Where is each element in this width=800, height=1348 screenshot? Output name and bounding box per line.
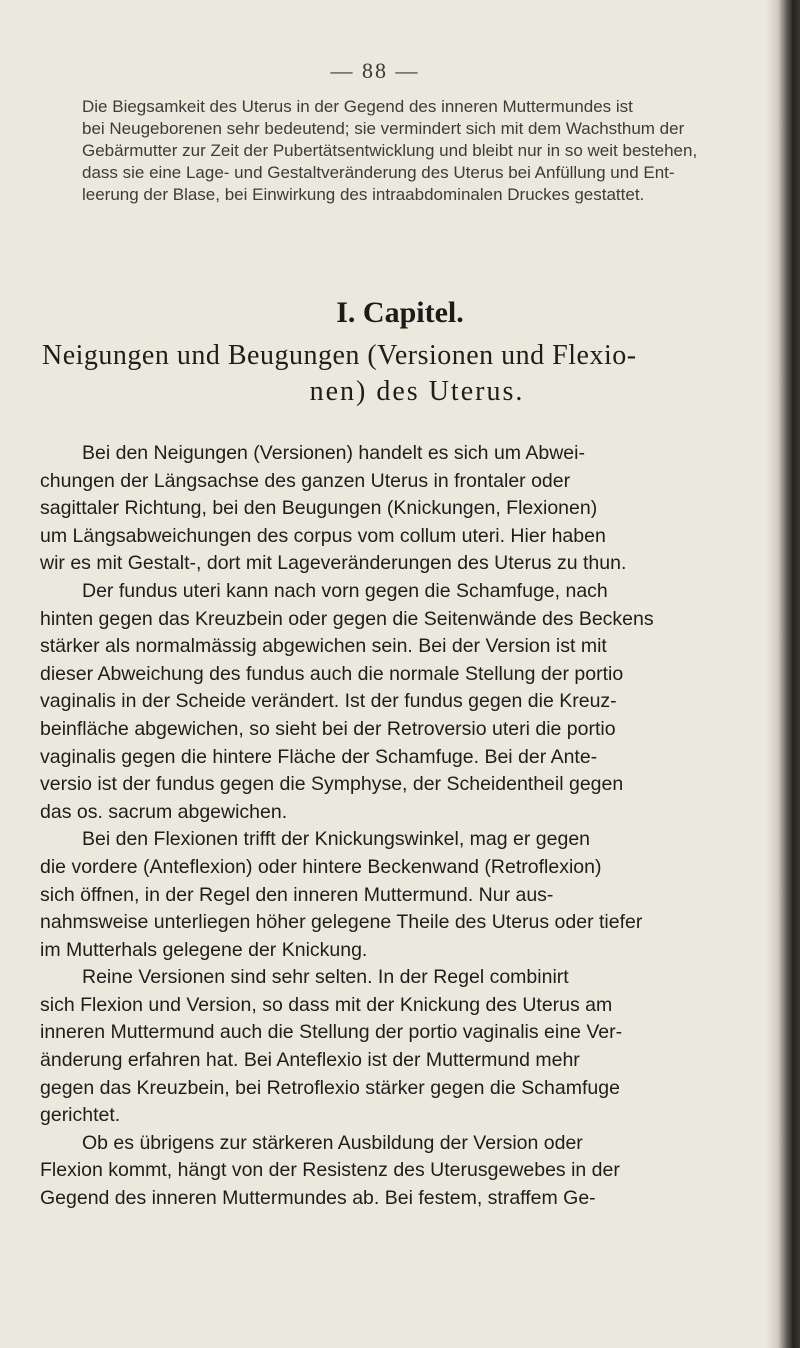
text-line: sich Flexion und Version, so dass mit der Knickung des Uterus am [40, 993, 613, 1016]
text-line: nahmsweise unterliegen höher gelegene Theile des Uterus oder tiefer [40, 911, 643, 934]
text-line: hinten gegen das Kreuzbein oder gegen die Seitenwände des Beckens [40, 607, 654, 630]
text-line: Ob es übrigens zur stärkeren Ausbildung der Version oder [82, 1131, 583, 1154]
text-line: Der fundus uteri kann nach vorn gegen die Schamfuge, nach [82, 579, 608, 602]
page-edge-shadow [766, 0, 800, 1348]
text-line: Gegend des inneren Muttermundes ab. Bei festem, straffem Ge- [40, 1187, 596, 1210]
text-line: beinfläche abgewichen, so sieht bei der Retroversio uteri die portio [40, 717, 616, 740]
text-line: Bei den Neigungen (Versionen) handelt es sich um Abwei- [82, 442, 585, 464]
text-line: gegen das Kreuzbein, bei Retroflexio stärker gegen die Schamfuge [40, 1076, 620, 1099]
paragraph [40, 964, 768, 1130]
intro-line: Gebärmutter zur Zeit der Pubertätsentwicklung und bleibt nur in so weit bestehen, [82, 141, 698, 160]
intro-line: bei Neugeborenen sehr bedeutend; sie vermindert sich mit dem Wachsthum der [82, 119, 685, 138]
text-line: stärker als normalmässig abgewichen sein. Bei der Version ist mit [40, 635, 607, 658]
text-line: sagittaler Richtung, bei den Beugungen (Knickungen, Flexionen) [40, 497, 598, 520]
text-line: änderung erfahren hat. Bei Anteflexio ist der Muttermund mehr [40, 1049, 580, 1072]
text-line: das os. sacrum abgewichen. [40, 800, 288, 823]
chapter-title: I. Capitel. [336, 296, 464, 329]
text-line: vaginalis gegen die hintere Fläche der Schamfuge. Bei der Ante- [40, 745, 598, 768]
body-text [40, 440, 768, 1213]
text-line: chungen der Längsachse des ganzen Uterus in frontaler oder [40, 469, 571, 492]
text-line: um Längsabweichungen des corpus vom collum uteri. Hier haben [40, 524, 606, 547]
text-line: die vordere (Anteflexion) oder hintere Beckenwand (Retroflexion) [40, 855, 602, 878]
intro-line: leerung der Blase, bei Einwirkung des intraabdominalen Druckes gestattet. [82, 185, 645, 204]
text-line: dieser Abweichung des fundus auch die normale Stellung der portio [40, 662, 624, 685]
intro-line: Die Biegsamkeit des Uterus in der Gegend des inneren Muttermundes ist [82, 97, 633, 116]
text-line: Bei den Flexionen trifft der Knickungswinkel, mag er gegen [82, 828, 591, 851]
intro-paragraph [82, 96, 764, 206]
text-line: wir es mit Gestalt-, dort mit Lageveränderungen des Uterus zu thun. [40, 552, 627, 575]
paragraph [40, 1130, 768, 1213]
section-title-line: Neigungen und Beugungen (Versionen und Flexio- [42, 340, 637, 371]
page-number: — 88 — [330, 58, 420, 83]
text-line: vaginalis in der Scheide verändert. Ist der fundus gegen die Kreuz- [40, 690, 617, 713]
text-line: inneren Muttermund auch die Stellung der portio vaginalis eine Ver- [40, 1021, 623, 1044]
paragraph [40, 578, 768, 826]
text-line: sich öffnen, in der Regel den inneren Muttermund. Nur aus- [40, 883, 554, 906]
intro-line: dass sie eine Lage- und Gestaltveränderung des Uterus bei Anfüllung und Ent- [82, 163, 675, 182]
section-title-line: nen) des Uterus. [309, 376, 525, 407]
text-line: im Mutterhals gelegene der Knickung. [40, 938, 368, 961]
text-line: Flexion kommt, hängt von der Resistenz des Uterusgewebes in der [40, 1159, 620, 1182]
text-line: gerichtet. [40, 1104, 121, 1127]
paragraph [40, 440, 768, 578]
paragraph [40, 826, 768, 964]
text-line: versio ist der fundus gegen die Symphyse, der Scheidentheil gegen [40, 773, 624, 796]
text-line: Reine Versionen sind sehr selten. In der Regel combinirt [82, 966, 569, 989]
section-title [42, 338, 772, 410]
